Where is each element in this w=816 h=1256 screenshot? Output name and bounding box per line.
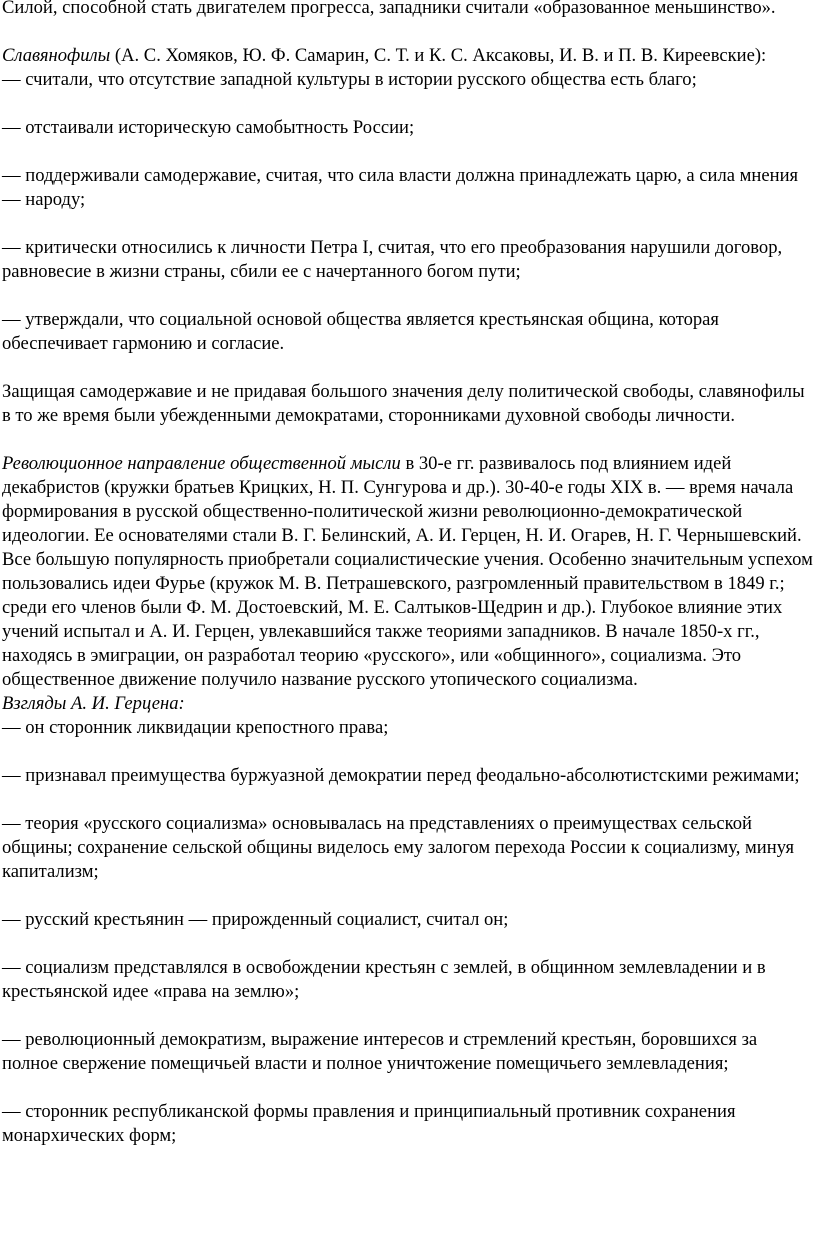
paragraph-text: в 30-е гг. развивалось под влиянием идей декабристов (кружки братьев Крицких, Н. П. Сунгурова и др.). 30-40-е годы XIX в. — время начала формирования в русской общественно-политической жизни революционно-демократической идеологии. Ее основателями стали В. Г. Белинский, А. И. Герцен, Н. И. Огарев, Н. Г. Чернышевский. Все большую популярность приобретали социалистические учения. Особенно значительным успехом пользовались идеи Фурье (кружок М. В. Петрашевского, разгромленный правительством в 1849 г.; среди его членов были Ф. М. Достоевский, М. Е. Салтыков-Щедрин и др.). Глубокое влияние этих учений испытал и А. И. Герцен, увлекавшийся также теориями западников. В начале 1850-х гг., находясь в эмиграции, он разработал теорию «русского», или «общинного», социализма. Это общественное движение получило название русского утопического социализма. — [2, 453, 813, 690]
list-item-herzen-2 — [2, 764, 814, 788]
list-item-slavophiles-3 — [2, 164, 814, 212]
list-item-slavophiles-1 — [2, 68, 814, 92]
document-page — [2, 0, 814, 1172]
term-revolutionary-direction: Революционное направление общественной мысли — [2, 453, 401, 474]
paragraph-slavophiles-summary — [2, 380, 814, 428]
list-item-slavophiles-2 — [2, 116, 814, 140]
paragraph-revolutionary-direction — [2, 452, 814, 692]
list-item-herzen-1 — [2, 716, 814, 740]
list-item-slavophiles-5 — [2, 308, 814, 356]
paragraph-text: — критически относились к личности Петра I, считая, что его преобразования нарушили договор, равновесие в жизни страны, сбили ее с начертанного богом пути; — [2, 237, 783, 282]
paragraph-text: Силой, способной стать двигателем прогресса, западники считали «образованное меньшинство». — [2, 0, 776, 18]
paragraph-text: — он сторонник ликвидации крепостного права; — [2, 717, 389, 738]
paragraph-text: — сторонник республиканской формы правления и принципиальный противник сохранения монархических форм; — [2, 1101, 736, 1146]
term-slavophiles: Славянофилы — [2, 45, 111, 66]
paragraph-westernizers-minority — [2, 0, 814, 20]
list-item-herzen-5 — [2, 956, 814, 1004]
paragraph-text: — отстаивали историческую самобытность России; — [2, 117, 415, 138]
list-item-herzen-7 — [2, 1100, 814, 1148]
paragraph-text: (А. С. Хомяков, Ю. Ф. Самарин, С. Т. и К. С. Аксаковы, И. В. и П. В. Киреевские): — [110, 45, 767, 66]
list-item-slavophiles-4 — [2, 236, 814, 284]
paragraph-text: — признавал преимущества буржуазной демократии перед феодально-абсолютистскими режимами; — [2, 765, 800, 786]
list-item-herzen-3 — [2, 812, 814, 884]
paragraph-text: — революционный демократизм, выражение интересов и стремлений крестьян, боровшихся за полное свержение помещичьей власти и полное уничтожение помещичьего землевладения; — [2, 1029, 758, 1074]
term-herzen-views: Взгляды А. И. Герцена: — [2, 693, 185, 714]
paragraph-text: — социализм представлялся в освобождении крестьян с землей, в общинном землевладении и в крестьянской идее «права на землю»; — [2, 957, 766, 1002]
heading-herzen-views — [2, 692, 814, 716]
paragraph-text: — русский крестьянин — прирожденный социалист, считал он; — [2, 909, 509, 930]
list-item-herzen-4 — [2, 908, 814, 932]
paragraph-text: — поддерживали самодержавие, считая, что сила власти должна принадлежать царю, а сила мнения — народу; — [2, 165, 799, 210]
paragraph-text: — теория «русского социализма» основывалась на представлениях о преимуществах сельской общины; сохранение сельской общины виделось ему залогом перехода России к социализму, минуя капитализм; — [2, 813, 795, 882]
paragraph-text: — утверждали, что социальной основой общества является крестьянская община, которая обеспечивает гармонию и согласие. — [2, 309, 719, 354]
list-item-herzen-6 — [2, 1028, 814, 1076]
paragraph-slavophiles-intro — [2, 44, 814, 68]
paragraph-text: — считали, что отсутствие западной культуры в истории русского общества есть благо; — [2, 69, 697, 90]
paragraph-text: Защищая самодержавие и не придавая большого значения делу политической свободы, славянофилы в то же время были убежденными демократами, сторонниками духовной свободы личности. — [2, 381, 805, 426]
